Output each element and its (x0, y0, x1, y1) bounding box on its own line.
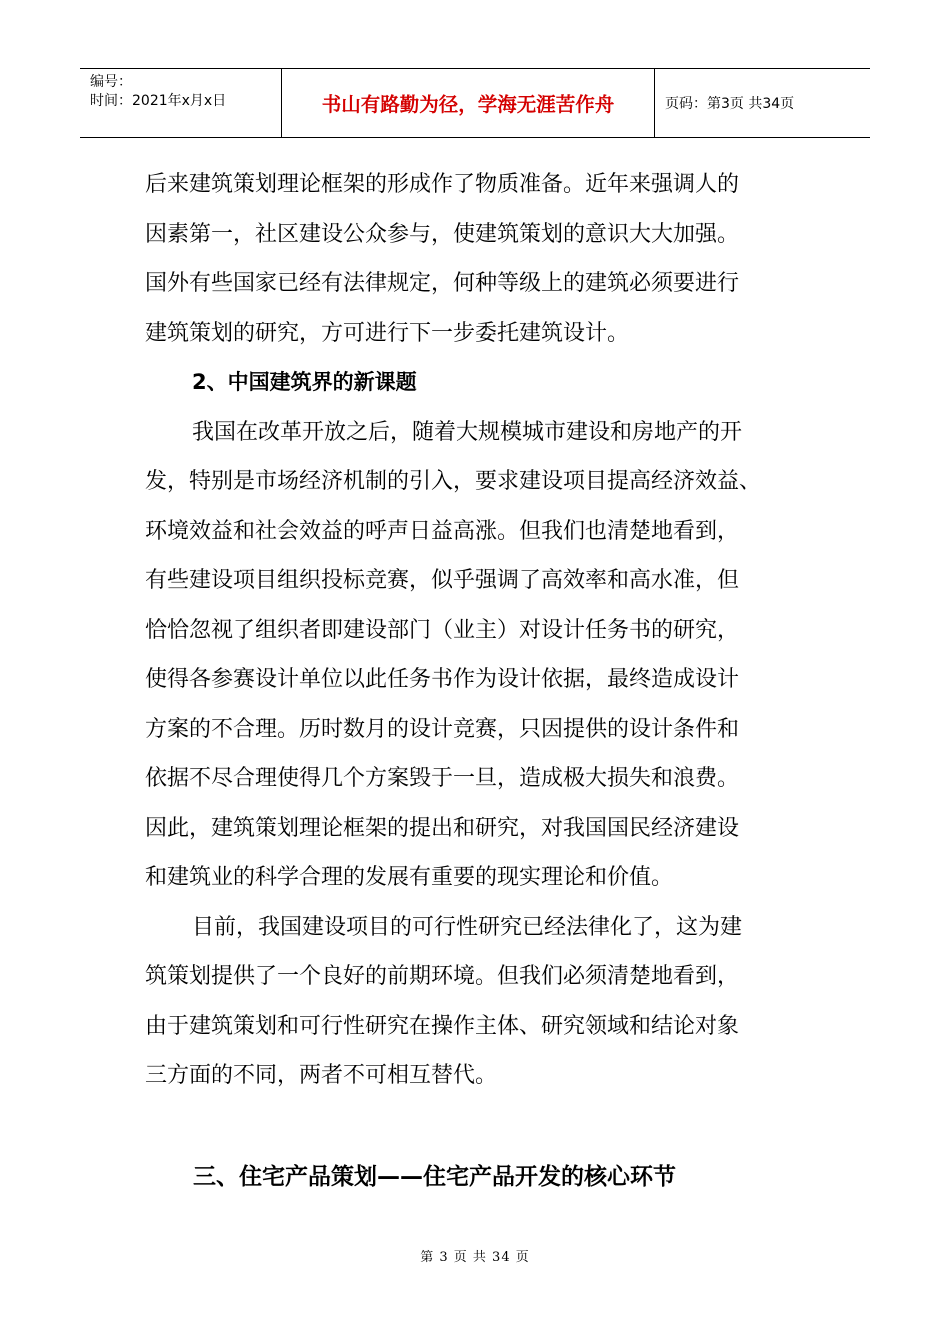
page-header (80, 68, 870, 138)
text-line: 三方面的不同，两者不可相互替代。 (145, 1063, 498, 1088)
text-line: 依据不尽合理使得几个方案毁于一旦，造成极大损失和浪费。 (145, 766, 740, 791)
doc-time-label: 时间：2021年x月x日 (90, 93, 227, 109)
text-line: 有些建设项目组织投标竞赛，似乎强调了高效率和高水准，但 (145, 568, 740, 593)
text-line: 因素第一，社区建设公众参与，使建筑策划的意识大大加强。 (145, 221, 740, 247)
text-line: 国外有些国家已经有法律规定，何种等级上的建筑必须要进行 (145, 271, 740, 296)
section-title: 三、住宅产品策划——住宅产品开发的核心环节 (193, 1164, 676, 1190)
document-body (145, 160, 815, 1101)
text-line: 发，特别是市场经济机制的引入，要求建设项目提高经济效益、 (145, 469, 762, 494)
text-line: 后来建筑策划理论框架的形成作了物质准备。近年来强调人的 (145, 172, 740, 197)
subheading: 2、中国建筑界的新课题 (192, 370, 417, 394)
header-page-code: 页码：第3页 共34页 (665, 96, 795, 112)
text-line: 环境效益和社会效益的呼声日益高涨。但我们也清楚地看到， (145, 518, 740, 544)
paragraph-3 (145, 903, 815, 1101)
text-line: 筑策划提供了一个良好的前期环境。但我们必须清楚地看到， (145, 964, 740, 989)
header-motto: 书山有路勤为径，学海无涯苦作舟 (282, 69, 655, 137)
text-line: 因此，建筑策划理论框架的提出和研究，对我国国民经济建设 (145, 815, 740, 841)
text-line: 方案的不合理。历时数月的设计竞赛，只因提供的设计条件和 (145, 716, 740, 742)
text-line: 我国在改革开放之后，随着大规模城市建设和房地产的开 (192, 419, 743, 445)
paragraph-1 (145, 160, 815, 358)
text-line: 和建筑业的科学合理的发展有重要的现实理论和价值。 (145, 865, 674, 890)
paragraph-2 (145, 408, 815, 903)
header-meta (80, 69, 282, 137)
text-line: 使得各参赛设计单位以此任务书作为设计依据，最终造成设计 (145, 667, 740, 692)
page-footer: 第 3 页 共 34 页 (420, 1250, 530, 1265)
text-line: 恰恰忽视了组织者即建设部门（业主）对设计任务书的研究， (145, 617, 740, 643)
text-line: 建筑策划的研究，方可进行下一步委托建筑设计。 (145, 320, 630, 346)
text-line: 目前，我国建设项目的可行性研究已经法律化了，这为建 (192, 914, 743, 940)
doc-number-label: 编号： (90, 74, 132, 90)
text-line: 由于建筑策划和可行性研究在操作主体、研究领域和结论对象 (145, 1013, 740, 1039)
